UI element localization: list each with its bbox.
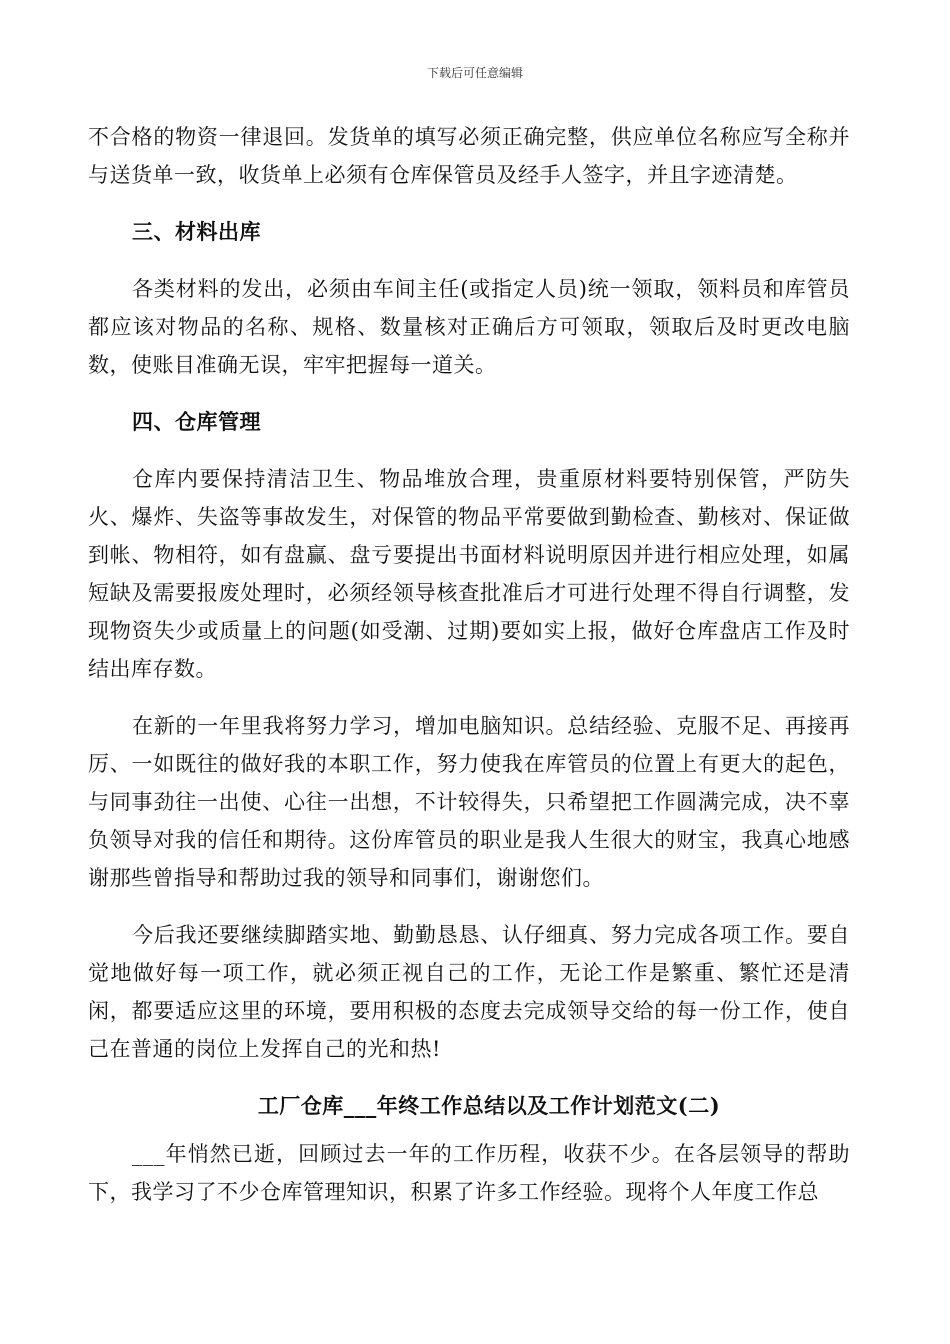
paragraph-future-commitment: 今后我还要继续脚踏实地、勤勤恳恳、认仔细真、努力完成各项工作。要自觉地做好每一项工作，就必须正视自己的工作，无论工作是繁重、繁忙还是清闲，都要适应这里的环境，要用积极的态度去完成领导交给的每一份工作，使自己在普通的岗位上发挥自己的光和热! xyxy=(88,923,850,1061)
paragraph-material-outbound: 各类材料的发出，必须由车间主任(或指定人员)统一领取，领料员和库管员都应该对物品的名称、规格、数量核对正确后方可领取，领取后及时更改电脑数，使账目准确无误，牢牢把握每一道关。 xyxy=(88,277,850,377)
paragraph-year-review-intro: ___年悄然已逝，回顾过去一年的工作历程，收获不少。在各层领导的帮助下，我学习了不少仓库管理知识，积累了许多工作经验。现将个人年度工作总 xyxy=(88,1142,850,1204)
paragraph-receiving-rules: 不合格的物资一律退回。发货单的填写必须正确完整，供应单位名称应写全称并与送货单一致，收货单上必须有仓库保管员及经手人签字，并且字迹清楚。 xyxy=(88,125,850,187)
document-title-part-two: 工厂仓库___年终工作总结以及工作计划范文(二) xyxy=(257,1093,721,1118)
page-header: 下载后可任意编辑 xyxy=(426,66,523,80)
paragraph-new-year-plan: 在新的一年里我将努力学习，增加电脑知识。总结经验、克服不足、再接再厉、一如既往的做好我的本职工作，努力使我在库管员的位置上有更大的起色，与同事劲往一出使、心往一出想，不计较得失，只希望把工作圆满完成，决不辜负领导对我的信任和期待。这份库管员的职业是我人生很大的财宝，我真心地感谢那些曾指导和帮助过我的领导和同事们，谢谢您们。 xyxy=(88,714,850,890)
section-heading-material-outbound: 三、材料出库 xyxy=(132,219,261,244)
section-heading-warehouse-management: 四、仓库管理 xyxy=(132,409,261,434)
document-body xyxy=(88,118,850,1230)
paragraph-warehouse-management: 仓库内要保持清洁卫生、物品堆放合理，贵重原材料要特别保管，严防失火、爆炸、失盗等事故发生，对保管的物品平常要做到勤检查、勤核对、保证做到帐、物相符，如有盘赢、盘亏要提出书面材料说明原因并进行相应处理，如属短缺及需要报废处理时，必须经领导核查批准后才可进行处理不得自行调整，发现物资失少或质量上的问题(如受潮、过期)要如实上报，做好仓库盘店工作及时结出库存数。 xyxy=(88,467,850,681)
